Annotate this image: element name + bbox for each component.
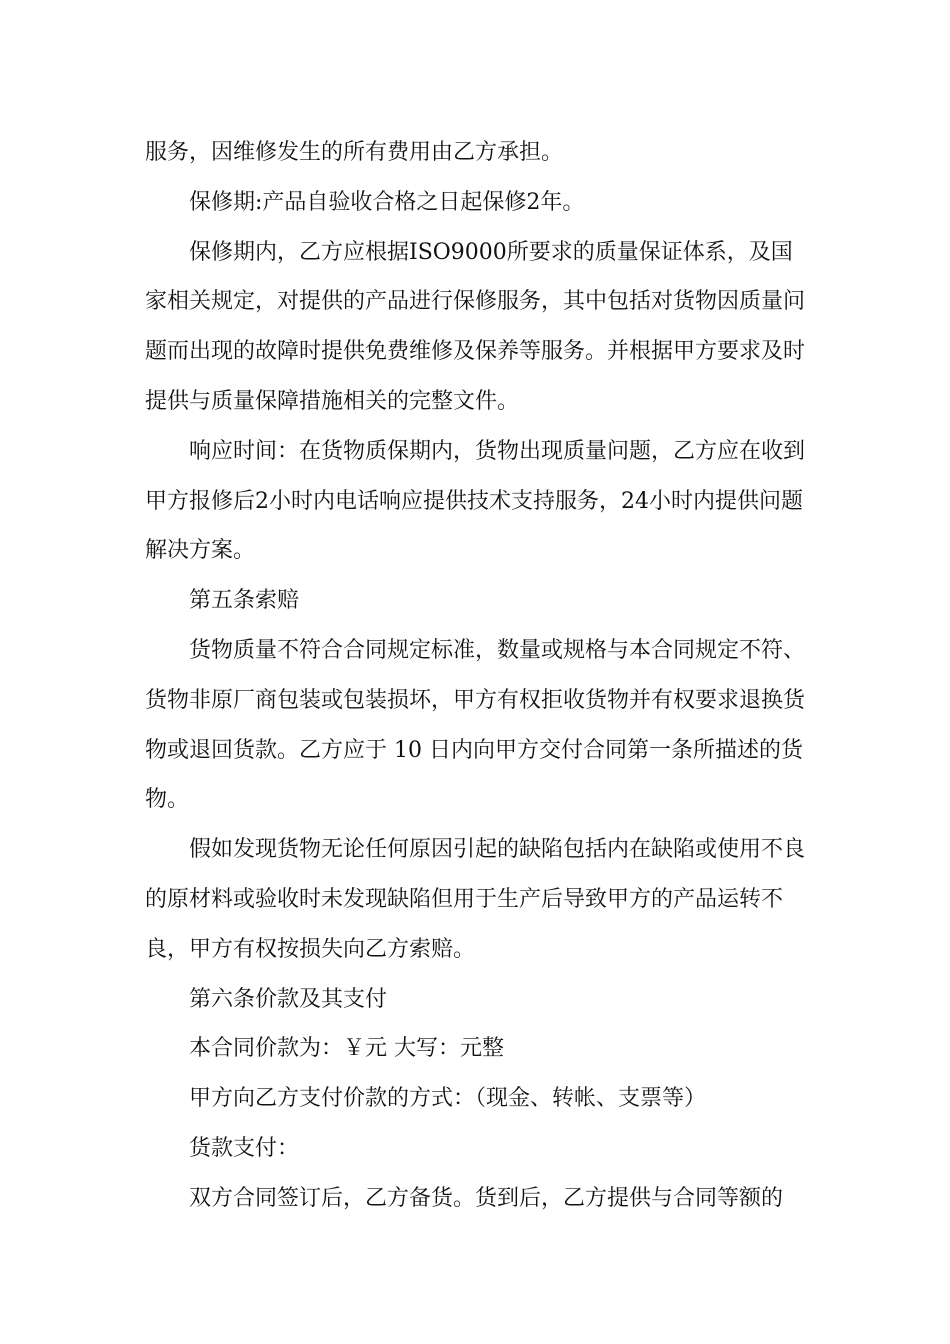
paragraph-warranty-obligations: 保修期内，乙方应根据ISO9000所要求的质量保证体系，及国家相关规定，对提供的产品进行保修服务，其中包括对货物因质量问题而出现的故障时提供免费维修及保养等服务。并根据甲方要求及时提供与质量保障措施相关的完整文件。 bbox=[145, 239, 806, 414]
paragraph-warranty-service-cost: 服务，因维修发生的所有费用由乙方承担。 bbox=[145, 140, 564, 165]
section-heading-article-5: 第五条索赔 bbox=[189, 588, 300, 614]
section-heading-article-6: 第六条价款及其支付 bbox=[189, 986, 388, 1012]
paragraph-response-time: 响应时间：在货物质保期内，货物出现质量问题，乙方应在收到甲方报修后2小时内电话响应提供技术支持服务，24小时内提供问题解决方案。 bbox=[145, 438, 806, 564]
paragraph-payment-label: 货款支付： bbox=[189, 1135, 300, 1161]
paragraph-payment-method: 甲方向乙方支付价款的方式：（现金、转帐、支票等） bbox=[189, 1086, 707, 1112]
paragraph-warranty-period: 保修期:产品自验收合格之日起保修2年。 bbox=[189, 189, 585, 215]
paragraph-contract-price: 本合同价款为：￥元 大写：元整 bbox=[189, 1036, 504, 1062]
paragraph-payment-terms: 双方合同签订后，乙方备货。货到后，乙方提供与合同等额的 bbox=[189, 1185, 784, 1211]
paragraph-claims-nonconformity: 货物质量不符合合同规定标准，数量或规格与本合同规定不符、货物非原厂商包装或包装损坏，甲方有权拒收货物并有权要求退换货物或退回货款。乙方应于 10 日内向甲方交付合同第一条所描述的货物。 bbox=[145, 637, 806, 813]
document-body bbox=[145, 128, 810, 1224]
paragraph-claims-defects: 假如发现货物无论任何原因引起的缺陷包括内在缺陷或使用不良的原材料或验收时未发现缺陷但用于生产后导致甲方的产品运转不良，甲方有权按损失向乙方索赔。 bbox=[145, 837, 806, 962]
